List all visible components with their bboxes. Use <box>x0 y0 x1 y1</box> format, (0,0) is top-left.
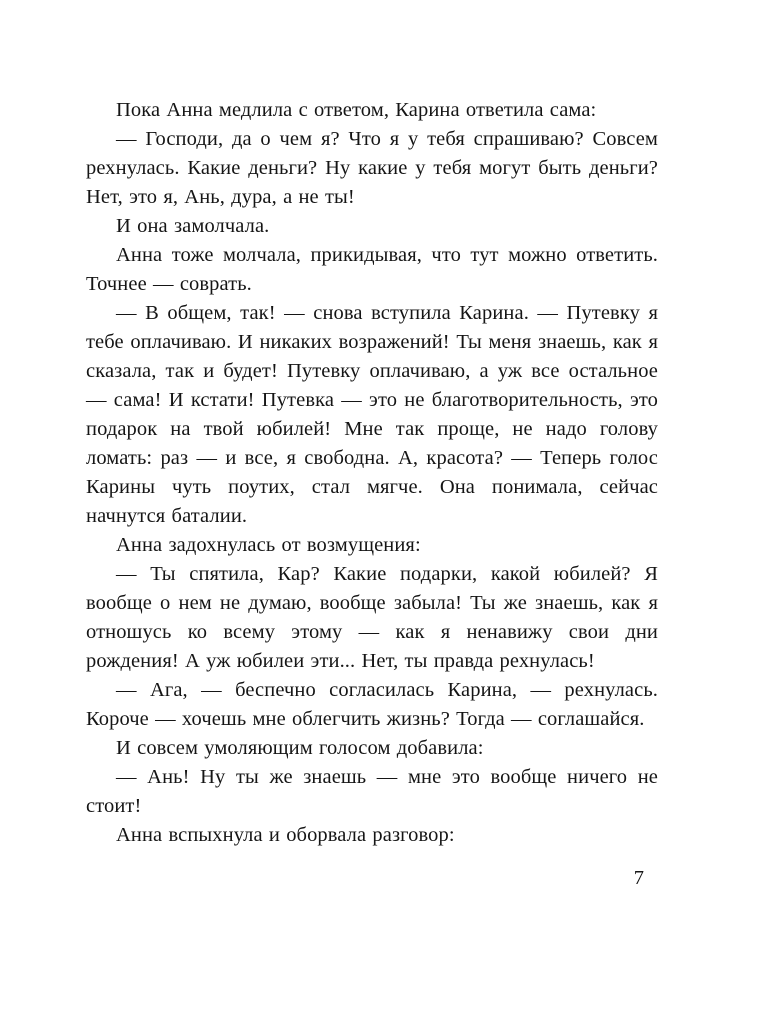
paragraph: — Ты спятила, Кар? Какие подарки, какой юбилей? Я вообще о нем не думаю, вообще забыла! Ты же знаешь, как я отношусь ко всему этому — как я ненавижу свои дни рождения! А уж юбилеи эти... Нет, ты правда рехнулась! <box>86 563 658 672</box>
paragraph: — Ань! Ну ты же знаешь — мне это вообще ничего не стоит! <box>86 766 658 817</box>
page-number: 7 <box>633 867 644 889</box>
paragraph: И она замолчала. <box>116 215 270 237</box>
paragraph: — Ага, — беспечно согласилась Карина, — рехнулась. Короче — хочешь мне облегчить жизнь? Тогда — соглашайся. <box>86 679 658 730</box>
paragraph: Анна вспыхнула и оборвала разговор: <box>116 824 455 846</box>
paragraph: Анна задохнулась от возмущения: <box>116 534 421 556</box>
page-text <box>86 96 658 850</box>
paragraph: — Господи, да о чем я? Что я у тебя спрашиваю? Совсем рехнулась. Какие деньги? Ну какие у тебя могут быть деньги? Нет, это я, Ань, дура, а не ты! <box>86 128 658 208</box>
paragraph: Пока Анна медлила с ответом, Карина ответила сама: <box>116 99 597 121</box>
paragraph: — В общем, так! — снова вступила Карина. — Путевку я тебе оплачиваю. И никаких возражений! Ты меня знаешь, как я сказала, так и будет! Путевку оплачиваю, а уж все остальное — сама! И кстати! Путевка — это не благотворительность, это подарок на твой юбилей! Мне так проще, не надо голову ломать: раз — и все, я свободна. А, красота? — Теперь голос Карины чуть поутих, стал мягче. Она понимала, сейчас начнутся баталии. <box>86 302 658 527</box>
paragraph: И совсем умоляющим голосом добавила: <box>116 737 484 759</box>
paragraph: Анна тоже молчала, прикидывая, что тут можно ответить. Точнее — соврать. <box>86 244 658 295</box>
